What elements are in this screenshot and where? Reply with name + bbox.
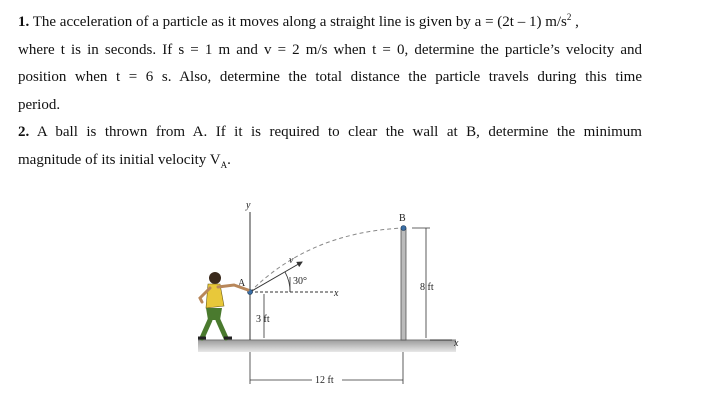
point-a-label: A <box>238 278 246 289</box>
distance-label: 12 ft <box>315 375 334 386</box>
problem-1-number: 1. <box>18 14 30 30</box>
problem-2-line-1: 2. A ball is thrown from A. If it is required to clear the wall at B, determine the minimum <box>18 124 642 140</box>
wall-b <box>401 228 406 340</box>
height-wall-label: 8 ft <box>420 282 434 293</box>
problem-1-line-4: period. <box>18 96 61 113</box>
angle-label: 30° <box>293 276 307 287</box>
local-x-label: x <box>334 288 339 299</box>
angle-arc <box>285 272 290 292</box>
ground <box>198 340 456 352</box>
subscript-a: A <box>220 159 228 170</box>
x-axis-label: x <box>454 338 459 349</box>
problem-1 <box>18 9 642 119</box>
problem-1-line-2: where t is in seconds. If s = 1 m and v = 2 m/s when t = 0, determine the particle’s velocity and <box>18 41 642 58</box>
height-a-label: 3 ft <box>256 314 270 325</box>
trajectory-curve <box>250 228 404 292</box>
y-axis-label: y <box>246 200 251 211</box>
problem-2-line-2: magnitude of its initial velocity $V_A$. <box>18 151 231 170</box>
problem-1-line-3: position when t = 6 s. Also, determine the total distance the particle travels during this time <box>18 69 642 85</box>
problem-2 <box>18 119 642 174</box>
exponent-2: 2 <box>566 12 572 22</box>
velocity-label: v <box>289 255 294 266</box>
problem-2-number: 2. <box>18 124 30 140</box>
projectile-figure <box>190 192 480 398</box>
problem-1-line-1: 1. The acceleration of a particle as it moves along a straight line is given by a = (2t – 1) $m/s^2$ , <box>18 12 579 30</box>
point-b-marker <box>401 226 406 231</box>
point-b-label: B <box>399 213 406 224</box>
